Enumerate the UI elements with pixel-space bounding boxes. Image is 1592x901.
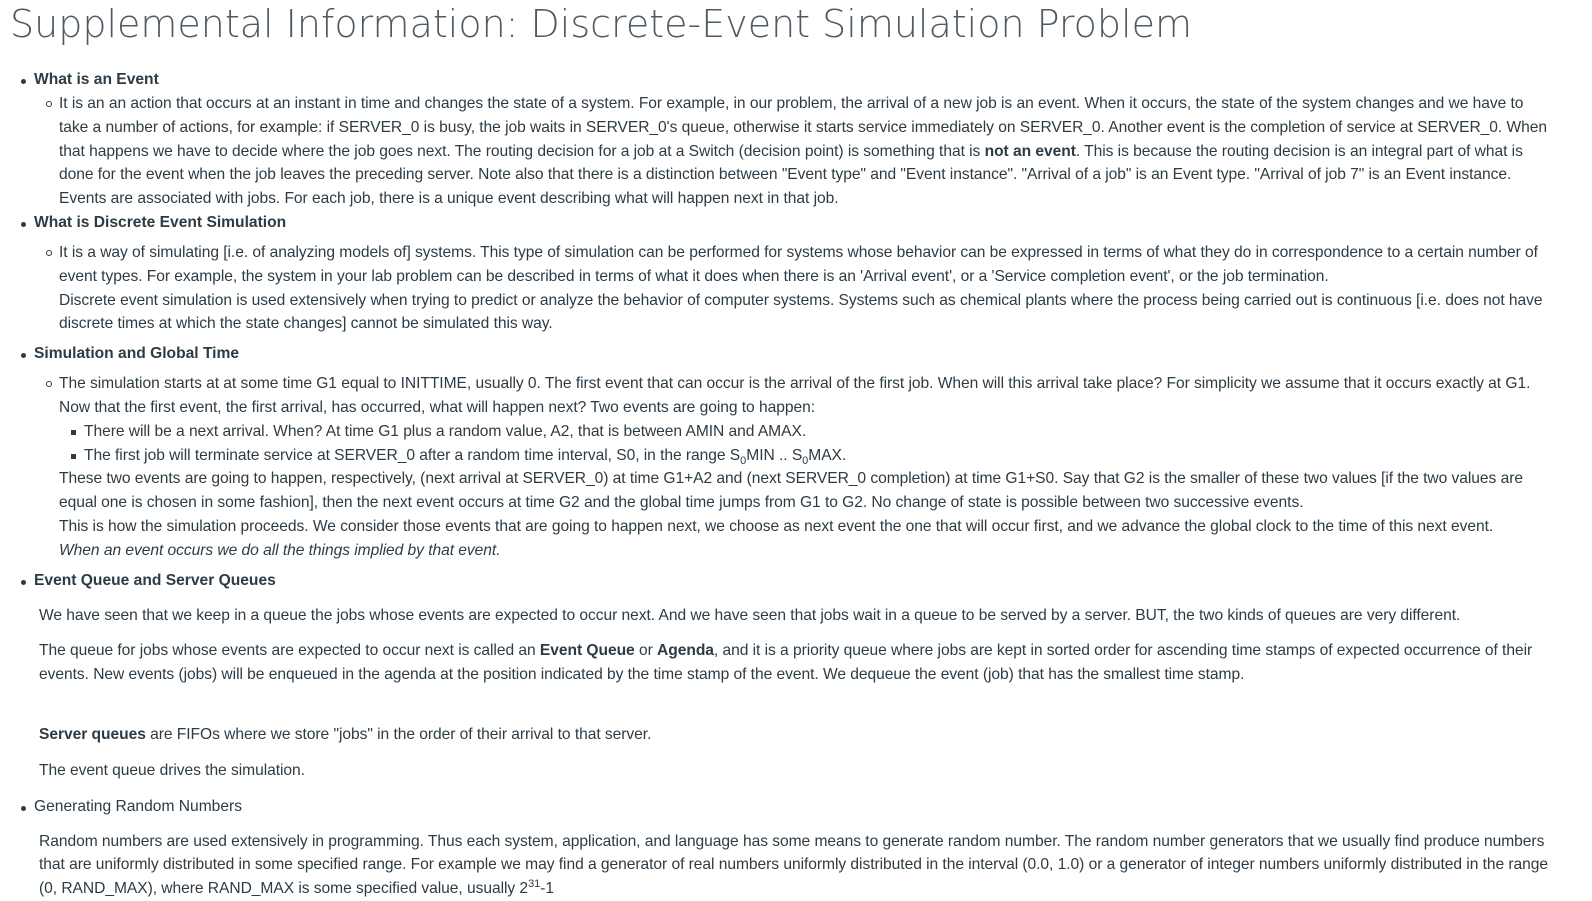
time-events-list bbox=[59, 420, 1550, 468]
queues-paragraph-2 bbox=[39, 639, 1550, 687]
event-queue-term: Event Queue bbox=[539, 642, 635, 660]
range-text-a: The first job will terminate service at SERVER_0 after a random time interval, S0, in the range S bbox=[84, 446, 741, 464]
section-heading-time: Simulation and Global Time bbox=[34, 345, 240, 363]
section-queues bbox=[10, 569, 1550, 783]
range-text-b: MIN .. S bbox=[746, 446, 803, 464]
random-text-end: -1 bbox=[540, 880, 554, 898]
section-heading-queues: Event Queue and Server Queues bbox=[34, 571, 276, 589]
queues-body bbox=[34, 604, 1550, 783]
list-item: There will be a next arrival. When? At time G1 plus a random value, A2, that is between AMIN and AMAX. bbox=[59, 420, 1550, 444]
section-des bbox=[10, 211, 1550, 336]
list-item bbox=[59, 444, 1550, 468]
superscript: 31 bbox=[528, 877, 541, 890]
des-paragraph-1: It is a way of simulating [i.e. of analyzing models of] systems. This type of simulation can be performed for systems whose behavior can be expressed in terms of what they do in correspondence to a certain number of event types. For example, the system in your lab problem can be described in terms of what it does when there is an 'Arrival event', or a 'Service completion event', or the job termination. bbox=[59, 243, 1538, 285]
event-bold-text: not an event bbox=[984, 142, 1076, 160]
server-queues-term: Server queues bbox=[39, 725, 146, 743]
list-item bbox=[34, 241, 1550, 336]
event-text: It is an an action that occurs at an instant in time and changes the state of a system. For example, in our problem, the arrival of a new job is an event. When it occurs, the state of the system changes and we have to take a number of actions, for example: if SERVER_0 is busy, the job waits in SERVER_0's queue, otherwise it starts service immediately on SERVER_0. Another event is the completion of service at SERVER_0. When that happens we have to decide where the job goes next. The routing decision for a job at a Switch (decision point) is something that is bbox=[59, 95, 1548, 160]
time-paragraph-1: The simulation starts at at some time G1 equal to INITTIME, usually 0. The first event that can occur is the arrival of the first job. When will this arrival take place? For simplicity we assume that it occurs exactly at G1. Now that the first event, the first arrival, has occurred, what will happen next? Two events are going to happen: bbox=[59, 375, 1531, 416]
range-text-c: MAX. bbox=[808, 446, 847, 464]
random-text: Random numbers are used extensively in programming. Thus each system, application, and language has some means to generate random number. The random number generators that we usually find produce numbers that are uniformly distributed in some specified range. For example we may find a generator of real numbers uniformly distributed in the interval (0.0, 1.0) or a generator of integer numbers uniformly distributed in the range (0, RAND_MAX), where RAND_MAX is some specified value, usually 2 bbox=[39, 832, 1549, 898]
list-item bbox=[34, 372, 1550, 562]
section-random bbox=[10, 795, 1550, 901]
page-title: Supplemental Information: Discrete-Event Simulation Problem bbox=[10, 2, 1192, 46]
queues-text-end: , and it is a priority queue where jobs are kept in sorted order for ascending time stamps of expected occurrence of their events. New events (jobs) will be enqueued in the agenda at the position indicated by the time stamp of the event. We dequeue the event (job) that has the smallest time stamp. bbox=[39, 642, 1533, 684]
event-sublist bbox=[34, 92, 1550, 211]
des-paragraph-2: Discrete event simulation is used extensively when trying to predict or analyze the behavior of computer systems. Systems such as chemical plants where the process being carried out is continuous [i.e. does not have discrete times at which the state changes] cannot be simulated this way. bbox=[59, 291, 1543, 333]
subscript: 0 bbox=[802, 454, 809, 467]
section-event bbox=[10, 68, 1550, 211]
random-body bbox=[34, 830, 1550, 901]
time-paragraph-3: This is how the simulation proceeds. We consider those events that are going to happen next, we choose as next event the one that will occur first, and we advance the global clock to the time of this next event. bbox=[59, 517, 1494, 535]
section-time bbox=[10, 342, 1550, 562]
time-paragraph-4: When an event occurs we do all the things implied by that event. bbox=[59, 541, 501, 559]
server-queues-text: are FIFOs where we store "jobs" in the order of their arrival to that server. bbox=[145, 725, 652, 743]
subscript: 0 bbox=[740, 454, 747, 467]
des-sublist bbox=[34, 241, 1550, 336]
time-sublist bbox=[34, 372, 1550, 562]
section-heading-random: Generating Random Numbers bbox=[34, 797, 243, 815]
queues-paragraph-3 bbox=[39, 723, 1550, 747]
section-heading-des: What is Discrete Event Simulation bbox=[34, 213, 287, 231]
section-list bbox=[10, 68, 1550, 901]
section-heading-event: What is an Event bbox=[34, 71, 159, 88]
queues-paragraph-4: The event queue drives the simulation. bbox=[39, 761, 305, 779]
queues-text: The queue for jobs whose events are expected to occur next is called an bbox=[39, 642, 540, 660]
agenda-term: Agenda bbox=[657, 642, 714, 660]
list-item bbox=[34, 92, 1550, 211]
queues-paragraph-1: We have seen that we keep in a queue the jobs whose events are expected to occur next. And we have seen that jobs wait in a queue to be served by a server. BUT, the two kinds of queues are very different. bbox=[39, 606, 1461, 624]
queues-text-or: or bbox=[634, 642, 658, 660]
time-paragraph-2: These two events are going to happen, respectively, (next arrival at SERVER_0) at time G1+A2 and (next SERVER_0 completion) at time G1+S0. Say that G2 is the smaller of these two values [if the two values are equal one is chosen in some fashion], then the next event occurs at time G2 and the global time jumps from G1 to G2. No change of state is possible between two successive events. bbox=[59, 470, 1523, 512]
random-paragraph-1 bbox=[39, 830, 1550, 901]
event-text-end: . This is because the routing decision is an integral part of what is done for the event when the job leaves the preceding server. Note also that there is a distinction between "Event type" and "Event instance". "Arrival of a job" is an Event type. "Arrival of job 7" is an Event instance. Events are associated with jobs. For each job, there is a unique event describing what will happen next in that job. bbox=[59, 142, 1523, 208]
